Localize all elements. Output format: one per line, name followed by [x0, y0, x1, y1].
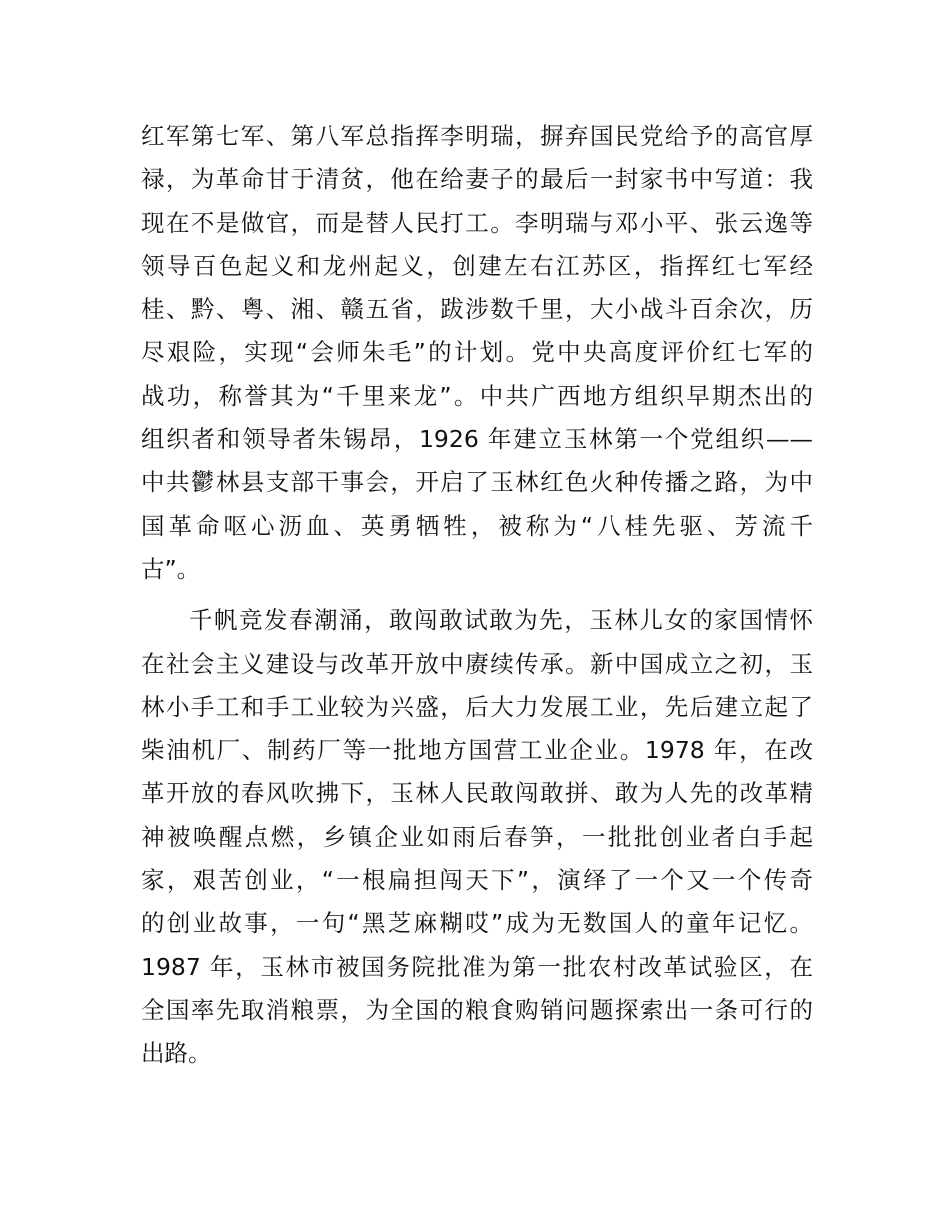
text-line: 林小手工和手工业较为兴盛，后大力发展工业，先后建立起了 — [141, 692, 813, 721]
paragraph-gap — [141, 591, 813, 599]
text-line: 古”。 — [141, 554, 201, 583]
text-line: 出路。 — [141, 1039, 212, 1068]
document-body — [141, 115, 813, 1076]
text-line: 战功，称誉其为“千里来龙”。中共广西地方组织早期杰出的 — [141, 381, 813, 410]
text-line: 尽艰险，实现“会师朱毛”的计划。党中央高度评价红七军的 — [141, 338, 813, 367]
text-line: 现在不是做官，而是替人民打工。李明瑞与邓小平、张云逸等 — [141, 208, 813, 237]
text-line: 禄，为革命甘于清贫，他在给妻子的最后一封家书中写道：我 — [141, 165, 813, 194]
text-line: 神被唤醒点燃，乡镇企业如雨后春笋，一批批创业者白手起 — [141, 822, 813, 851]
text-line: 1987 年，玉林市被国务院批准为第一批农村改革试验区，在 — [141, 952, 813, 981]
text-line: 中共鬱林县支部干事会，开启了玉林红色火种传播之路，为中 — [141, 468, 813, 497]
paragraph-1 — [141, 115, 813, 591]
text-line: 的创业故事，一句“黑芝麻糊哎”成为无数国人的童年记忆。 — [141, 909, 813, 938]
text-line: 组织者和领导者朱锡昂，1926 年建立玉林第一个党组织—— — [141, 425, 813, 454]
text-line: 领导百色起义和龙州起义，创建左右江苏区，指挥红七军经 — [141, 251, 813, 280]
text-line: 红军第七军、第八军总指挥李明瑞，摒弃国民党给予的高官厚 — [141, 122, 813, 150]
text-line: 千帆竞发春潮涌，敢闯敢试敢为先，玉林儿女的家国情怀 — [189, 606, 813, 635]
text-line: 家，艰苦创业，“一根扁担闯天下”，演绎了一个又一个传奇 — [141, 866, 813, 895]
text-line: 革开放的春风吹拂下，玉林人民敢闯敢拼、敢为人先的改革精 — [141, 779, 813, 808]
text-line: 国革命呕心沥血、英勇牺牲，被称为“八桂先驱、芳流千 — [141, 511, 813, 540]
text-line: 柴油机厂、制药厂等一批地方国营工业企业。1978 年，在改 — [141, 736, 813, 765]
text-line: 全国率先取消粮票，为全国的粮食购销问题探索出一条可行的 — [141, 995, 813, 1024]
paragraph-2 — [141, 599, 813, 1075]
text-line: 在社会主义建设与改革开放中赓续传承。新中国成立之初，玉 — [141, 649, 813, 678]
text-line: 桂、黔、粤、湘、赣五省，跋涉数千里，大小战斗百余次，历 — [141, 295, 813, 324]
